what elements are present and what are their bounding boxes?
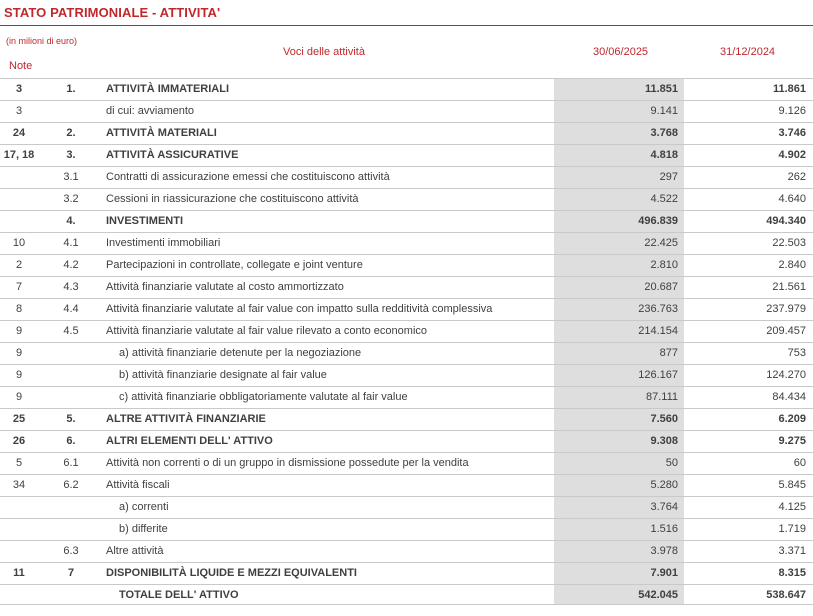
row-label: Attività finanziarie valutate al fair value con impatto sulla redditività complessiva <box>106 303 493 315</box>
table-row <box>0 122 813 144</box>
row-label: TOTALE DELL' ATTIVO <box>119 589 239 601</box>
row-number: 4. <box>66 215 76 227</box>
date2-column-header: 31/12/2024 <box>720 46 776 58</box>
row-value-2025: 20.687 <box>644 281 678 293</box>
row-label: Altre attività <box>106 545 164 557</box>
row-value-2025: 496.839 <box>638 215 678 227</box>
row-label: a) correnti <box>119 501 169 513</box>
row-value-2024: 4.125 <box>778 501 806 513</box>
row-note: 9 <box>15 369 23 381</box>
table-row <box>0 386 813 408</box>
row-label: c) attività finanziarie obbligatoriamente valutate al fair value <box>119 391 408 403</box>
row-value-2025: 2.810 <box>650 259 678 271</box>
row-number: 6.2 <box>63 479 79 491</box>
items-column-header: Voci delle attività <box>283 46 365 58</box>
row-value-2024: 237.979 <box>766 303 806 315</box>
table-row <box>0 452 813 474</box>
row-note: 17, 18 <box>3 149 35 161</box>
row-value-2025: 297 <box>659 171 678 183</box>
row-value-2024: 538.647 <box>766 589 806 601</box>
row-value-2025: 214.154 <box>638 325 678 337</box>
row-label: Attività finanziarie valutate al fair value rilevato a conto economico <box>106 325 428 337</box>
row-value-2025: 236.763 <box>638 303 678 315</box>
row-label: DISPONIBILITÀ LIQUIDE E MEZZI EQUIVALENTI <box>106 567 357 579</box>
row-label: Contratti di assicurazione emessi che costituiscono attività <box>106 171 390 183</box>
table-row <box>0 364 813 386</box>
row-value-2024: 9.275 <box>778 435 806 447</box>
row-label: b) differite <box>119 523 168 535</box>
row-value-2025: 9.141 <box>650 105 678 117</box>
table-row <box>0 254 813 276</box>
row-value-2025: 3.768 <box>650 127 678 139</box>
row-value-2024: 22.503 <box>772 237 806 249</box>
row-value-2025: 7.560 <box>650 413 678 425</box>
row-value-2024: 8.315 <box>778 567 806 579</box>
units-note: (in milioni di euro) <box>6 36 78 46</box>
row-value-2024: 3.371 <box>778 545 806 557</box>
row-label: INVESTIMENTI <box>106 215 184 227</box>
table-row <box>0 100 813 122</box>
row-value-2025: 22.425 <box>644 237 678 249</box>
row-value-2025: 1.516 <box>650 523 678 535</box>
row-number: 6.1 <box>63 457 79 469</box>
table-row <box>0 342 813 364</box>
row-label: b) attività finanziarie designate al fair value <box>119 369 327 381</box>
row-value-2024: 5.845 <box>778 479 806 491</box>
row-value-2025: 7.901 <box>650 567 678 579</box>
row-note: 8 <box>15 303 23 315</box>
table-row <box>0 298 813 320</box>
row-value-2024: 4.640 <box>778 193 806 205</box>
row-note: 9 <box>15 325 23 337</box>
row-note: 25 <box>12 413 26 425</box>
row-value-2025: 50 <box>665 457 678 469</box>
row-label: a) attività finanziarie detenute per la negoziazione <box>119 347 362 359</box>
row-note: 34 <box>12 479 26 491</box>
row-value-2024: 3.746 <box>778 127 806 139</box>
row-value-2024: 209.457 <box>766 325 806 337</box>
table-row <box>0 78 813 100</box>
table-row <box>0 320 813 342</box>
row-value-2024: 60 <box>793 457 806 469</box>
row-value-2025: 3.978 <box>650 545 678 557</box>
row-note: 9 <box>15 347 23 359</box>
row-number: 1. <box>66 83 76 95</box>
row-note: 24 <box>12 127 26 139</box>
row-number: 4.3 <box>63 281 79 293</box>
row-value-2025: 5.280 <box>650 479 678 491</box>
row-number: 3. <box>66 149 76 161</box>
row-number: 5. <box>66 413 76 425</box>
row-note: 3 <box>15 105 23 117</box>
row-label: Investimenti immobiliari <box>106 237 221 249</box>
row-value-2025: 126.167 <box>638 369 678 381</box>
row-number: 4.4 <box>63 303 79 315</box>
row-label: Attività fiscali <box>106 479 170 491</box>
table-row <box>0 210 813 232</box>
row-value-2025: 4.818 <box>650 149 678 161</box>
row-value-2024: 753 <box>787 347 806 359</box>
row-value-2024: 494.340 <box>766 215 806 227</box>
title-divider <box>0 25 813 26</box>
row-label: ATTIVITÀ ASSICURATIVE <box>106 149 239 161</box>
row-value-2025: 542.045 <box>638 589 678 601</box>
date1-column-header: 30/06/2025 <box>593 46 649 58</box>
row-value-2025: 9.308 <box>650 435 678 447</box>
row-number: 6. <box>66 435 76 447</box>
assets-table <box>0 78 813 606</box>
row-value-2024: 21.561 <box>772 281 806 293</box>
row-note: 5 <box>15 457 23 469</box>
row-label: di cui: avviamento <box>106 105 195 117</box>
row-value-2025: 877 <box>659 347 678 359</box>
row-number: 4.2 <box>63 259 79 271</box>
table-row <box>0 540 813 562</box>
table-row <box>0 518 813 540</box>
page-title: STATO PATRIMONIALE - ATTIVITA' <box>4 5 221 20</box>
row-value-2024: 4.902 <box>778 149 806 161</box>
row-note: 9 <box>15 391 23 403</box>
row-value-2024: 262 <box>787 171 806 183</box>
row-note: 3 <box>15 83 23 95</box>
total-row <box>0 584 813 606</box>
row-value-2024: 124.270 <box>766 369 806 381</box>
row-number: 4.1 <box>63 237 79 249</box>
table-row <box>0 474 813 496</box>
row-value-2025: 3.764 <box>650 501 678 513</box>
row-note: 11 <box>13 567 25 579</box>
row-label: ALTRI ELEMENTI DELL' ATTIVO <box>106 435 273 447</box>
row-value-2025: 11.851 <box>644 83 678 95</box>
table-row <box>0 276 813 298</box>
table-row <box>0 496 813 518</box>
table-row <box>0 144 813 166</box>
table-row <box>0 430 813 452</box>
row-label: Attività finanziarie valutate al costo ammortizzato <box>106 281 344 293</box>
row-note: 10 <box>12 237 26 249</box>
row-number: 6.3 <box>63 545 79 557</box>
row-label: Partecipazioni in controllate, collegate e joint venture <box>106 259 363 271</box>
row-value-2025: 87.111 <box>645 391 678 403</box>
row-value-2024: 1.719 <box>778 523 806 535</box>
row-note: 26 <box>12 435 26 447</box>
row-number: 7 <box>67 567 75 579</box>
row-label: Cessioni in riassicurazione che costituiscono attività <box>106 193 359 205</box>
row-note: 2 <box>15 259 23 271</box>
row-label: ATTIVITÀ IMMATERIALI <box>106 83 230 95</box>
row-value-2024: 9.126 <box>778 105 806 117</box>
table-row <box>0 232 813 254</box>
row-number: 2. <box>66 127 76 139</box>
table-row <box>0 166 813 188</box>
row-note: 7 <box>15 281 23 293</box>
row-value-2024: 84.434 <box>772 391 806 403</box>
table-row <box>0 562 813 584</box>
row-value-2024: 11.861 <box>772 83 806 95</box>
row-label: ALTRE ATTIVITÀ FINANZIARIE <box>106 413 266 425</box>
table-row <box>0 408 813 430</box>
bottom-divider <box>0 604 813 605</box>
row-value-2024: 6.209 <box>778 413 806 425</box>
row-number: 3.1 <box>63 171 79 183</box>
row-label: ATTIVITÀ MATERIALI <box>106 127 217 139</box>
row-value-2025: 4.522 <box>650 193 678 205</box>
note-column-header: Note <box>9 60 33 72</box>
row-number: 3.2 <box>63 193 79 205</box>
row-label: Attività non correnti o di un gruppo in dismissione possedute per la vendita <box>106 457 469 469</box>
row-value-2024: 2.840 <box>778 259 806 271</box>
row-number: 4.5 <box>63 325 79 337</box>
table-row <box>0 188 813 210</box>
